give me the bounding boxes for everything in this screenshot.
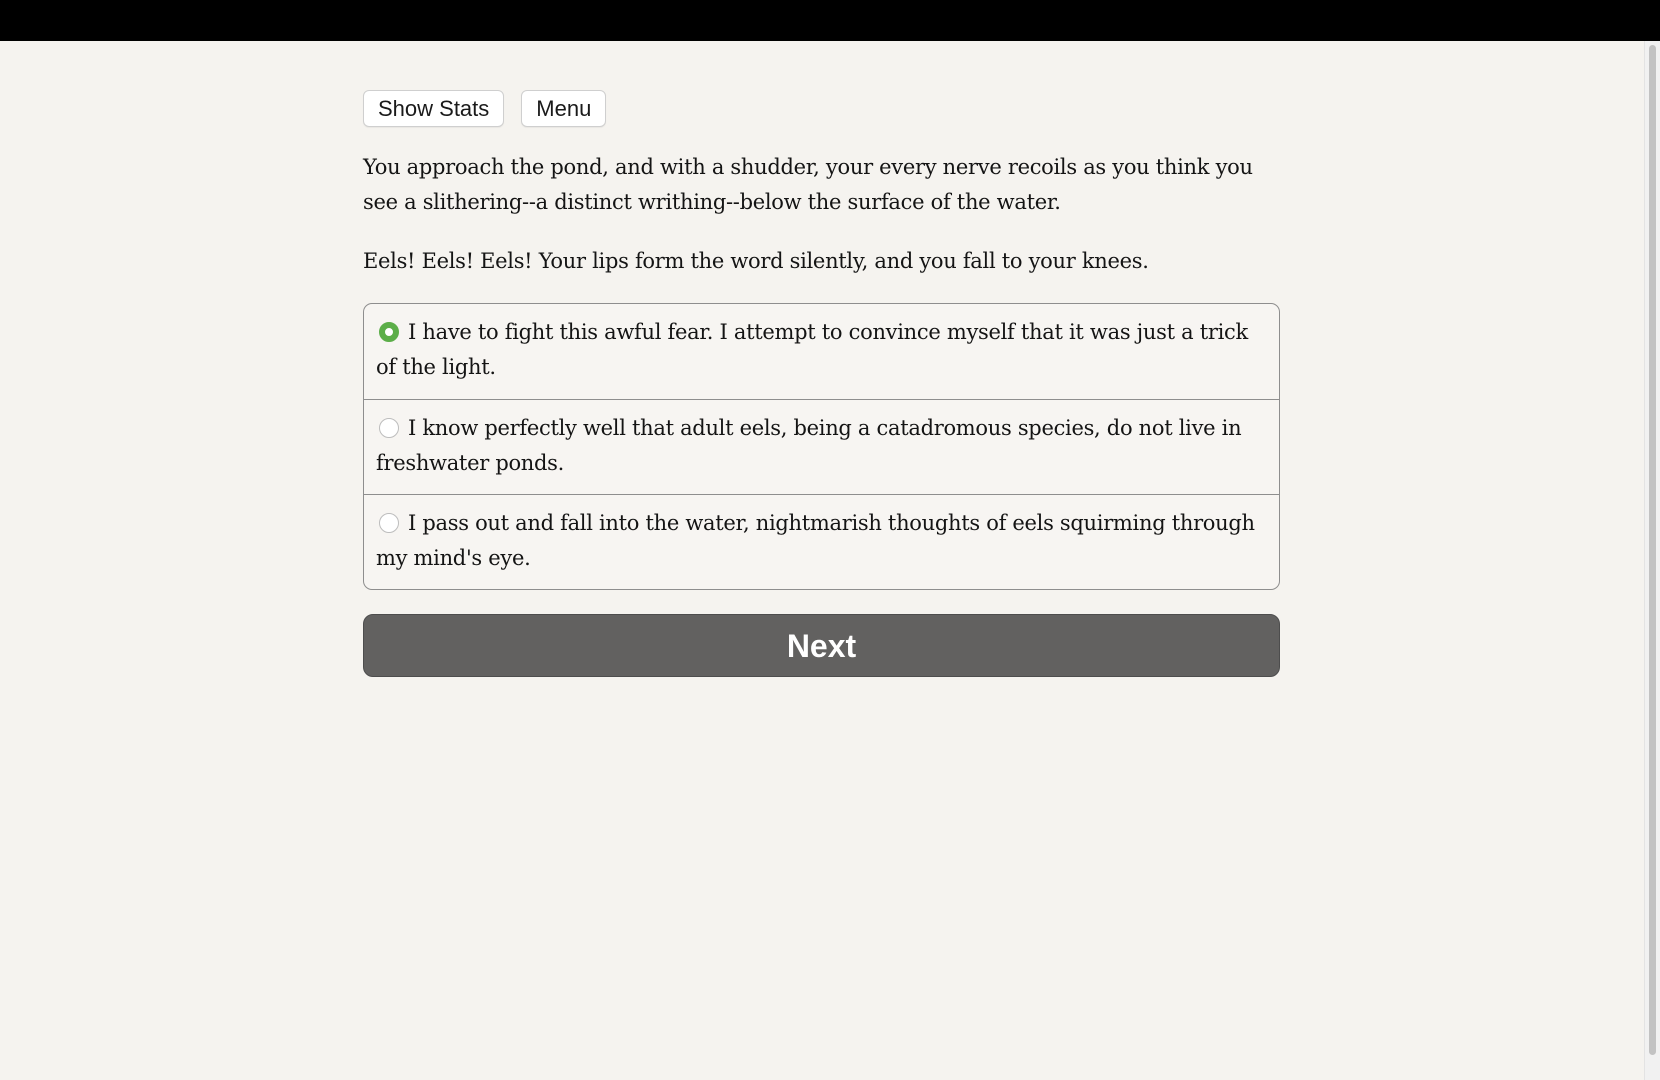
browser-top-bar: [0, 0, 1660, 41]
show-stats-button[interactable]: Show Stats: [363, 90, 504, 127]
radio-unselected-icon[interactable]: [379, 418, 399, 438]
choice-option-1[interactable]: [364, 304, 1279, 399]
toolbar: [363, 90, 606, 127]
choice-label: I have to fight this awful fear. I attempt to convince myself that it was just a trick of the light.: [376, 320, 1248, 379]
radio-selected-icon[interactable]: [379, 322, 399, 342]
story-text: [363, 150, 1280, 303]
radio-unselected-icon[interactable]: [379, 513, 399, 533]
vertical-scrollbar[interactable]: [1644, 41, 1660, 1080]
choice-option-3[interactable]: [364, 494, 1279, 589]
story-paragraph: You approach the pond, and with a shudder, your every nerve recoils as you think you see a slithering--a distinct writhing--below the surface of the water.: [363, 155, 1253, 214]
choice-label: I know perfectly well that adult eels, being a catadromous species, do not live in freshwater ponds.: [376, 416, 1242, 475]
menu-button[interactable]: Menu: [521, 90, 606, 127]
scrollbar-thumb[interactable]: [1649, 45, 1656, 1055]
next-button[interactable]: Next: [363, 614, 1280, 677]
story-paragraph: Eels! Eels! Eels! Your lips form the word silently, and you fall to your knees.: [363, 249, 1149, 273]
choice-label: I pass out and fall into the water, nightmarish thoughts of eels squirming through my mind's eye.: [376, 511, 1255, 570]
choice-list: [363, 303, 1280, 590]
choice-option-2[interactable]: [364, 399, 1279, 494]
